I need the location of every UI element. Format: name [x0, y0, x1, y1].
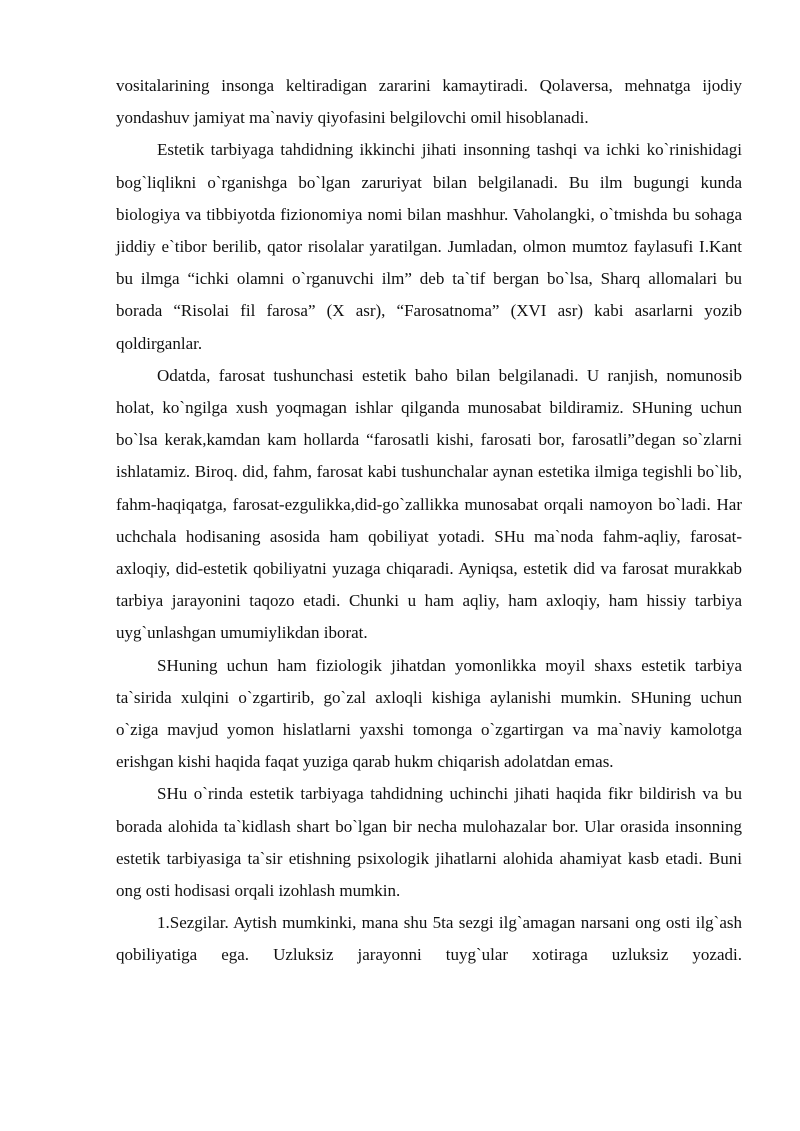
paragraph-2: Estetik tarbiyaga tahdidning ikkinchi jihati insonning tashqi va ichki ko`rinishidagi bog`liqlikni o`rganishga bo`lgan zaruriyat bilan belgilanadi. Bu ilm bugungi kunda biologiya va tibbiyotda fizionomiya nomi bilan mashhur. Vaholangki, o`tmishda bu sohaga jiddiy e`tibor berilib, qator risolalar yaratilgan. Jumladan, olmon mumtoz faylasufi I.Kant bu ilmga “ichki olamni o`rganuvchi ilm” deb ta`tif bergan bo`lsa, Sharq allomalari bu borada “Risolai fil farosa” (X asr), “Farosatnoma” (XVI asr) kabi asarlarni yozib qoldirganlar.	[116, 140, 742, 353]
document-page	[116, 70, 742, 972]
paragraph-1: vositalarining insonga keltiradigan zararini kamaytiradi. Qolaversa, mehnatga ijodiy yondashuv jamiyat ma`naviy qiyofasini belgilovchi omil hisoblanadi.	[116, 76, 742, 128]
paragraph-6: 1.Sezgilar. Aytish mumkinki, mana shu 5ta sezgi ilg`amagan narsani ong osti ilg`ash qobiliyatiga ega. Uzluksiz jarayonni tuyg`ular xotiraga uzluksiz yozadi.	[116, 913, 742, 965]
paragraph-3: Odatda, farosat tushunchasi estetik baho bilan belgilanadi. U ranjish, nomunosib holat, ko`ngilga xush yoqmagan ishlar qilganda munosabat bildiramiz. SHuning uchun bo`lsa kerak,kamdan kam hollarda “farosatli kishi, farosati bor, farosatli”degan so`zlarni ishlatamiz. Biroq. did, fahm, farosat kabi tushunchalar aynan estetika ilmiga tegishli bo`lib, fahm-haqiqatga, farosat-ezgulikka,did-go`zallikka munosabat orqali namoyon bo`ladi. Har uchchala hodisaning asosida ham qobiliyat yotadi. SHu ma`noda fahm-aqliy, farosat-axloqiy, did-estetik qobiliyatni yuzaga chiqaradi. Ayniqsa, estetik did va farosat murakkab tarbiya jarayonini taqozo etadi. Chunki u ham aqliy, ham axloqiy, ham hissiy tarbiya uyg`unlashgan umumiylikdan iborat.	[116, 365, 742, 643]
paragraph-5: SHu o`rinda estetik tarbiyaga tahdidning uchinchi jihati haqida fikr bildirish va bu borada alohida ta`kidlash shart bo`lgan bir necha mulohazalar bor. Ular orasida insonning estetik tarbiyasiga ta`sir etishning psixologik jihatlarni alohida ahamiyat kasb etadi. Buni ong osti hodisasi orqali izohlash mumkin.	[116, 784, 742, 901]
paragraph-4: SHuning uchun ham fiziologik jihatdan yomonlikka moyil shaxs estetik tarbiya ta`sirida xulqini o`zgartirib, go`zal axloqli kishiga aylanishi mumkin. SHuning uchun o`ziga mavjud yomon hislatlarni yaxshi tomonga o`zgartirgan va ma`naviy kamolotga erishgan kishi haqida faqat yuziga qarab hukm chiqarish adolatdan emas.	[116, 655, 742, 772]
